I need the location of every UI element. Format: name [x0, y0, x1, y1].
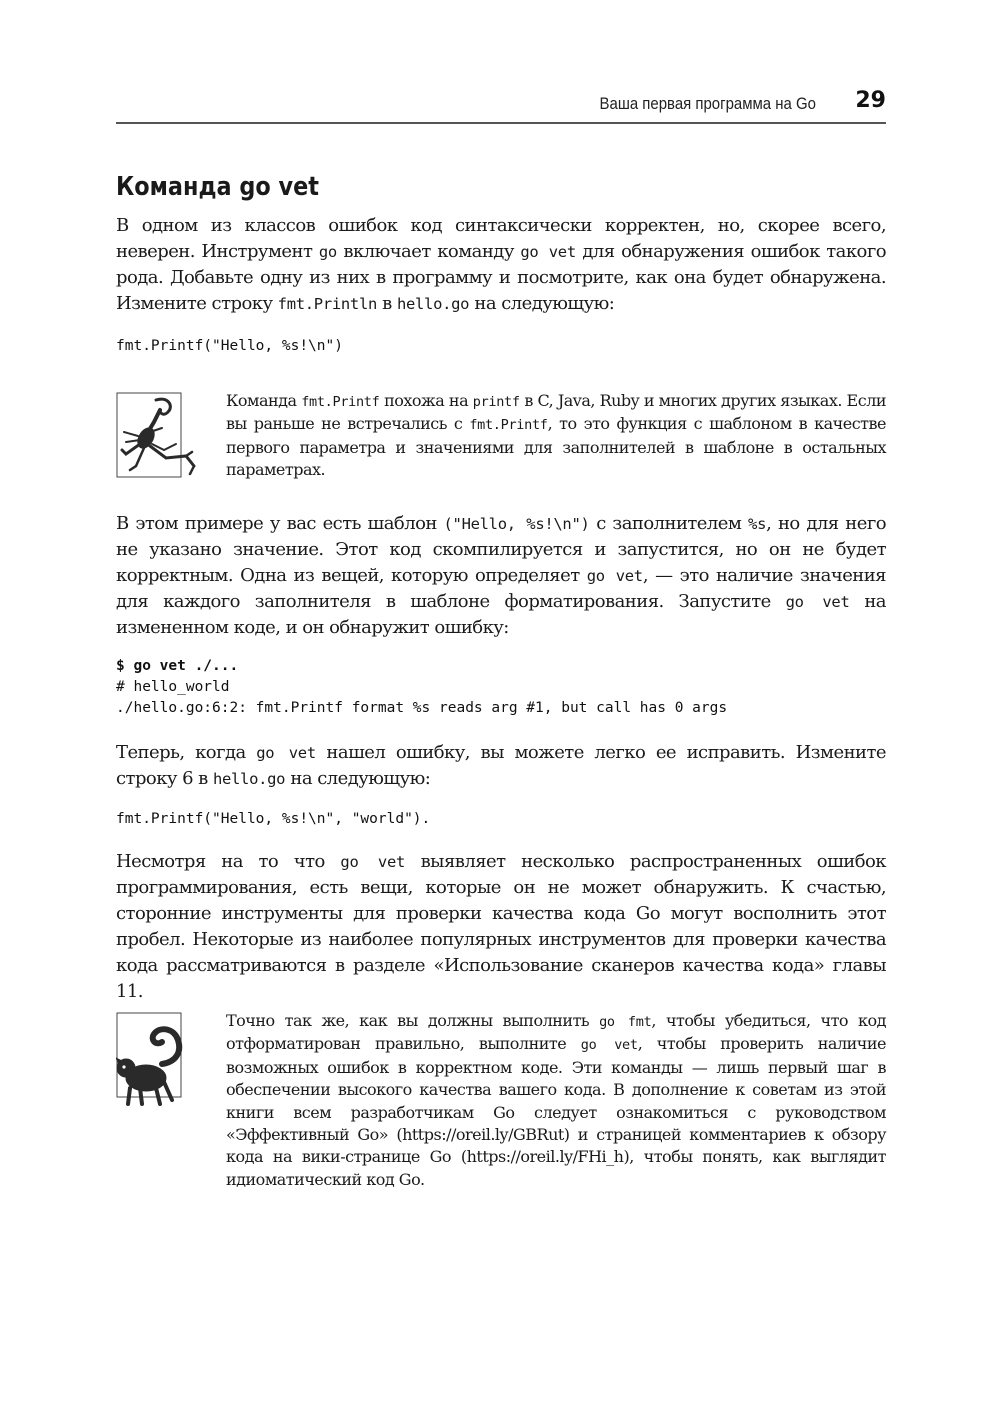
code-line-command: $ go vet ./... — [116, 658, 239, 674]
text-run: , но для него не указано значение. Этот код скомпилируется и запустится, но он не будет корректным. Одна из вещей, которую определяет — [116, 513, 886, 586]
text-run: выявляет несколько распространенных ошибок программирования, есть вещи, которые он не может обнаружить. К счастью, сторонние инструменты для проверки качества кода Go могут восполнить этот пробел. Некоторые из наиболее популярных инструментов для проверки качества кода рассматриваются в разделе «Использование сканеров качества кода» главы 11. — [116, 851, 886, 1002]
inline-code: go fmt — [599, 1014, 652, 1030]
text-run: на следующую: — [469, 293, 615, 314]
inline-code: fmt.Printf — [301, 394, 380, 410]
inline-code: go vet — [256, 744, 316, 762]
text-run: для обнаружения ошибок такого рода. Добавьте одну из них в программу и посмотрите, как она будет обнаружена. Измените строку — [116, 241, 886, 314]
running-title: Ваша первая программа на Go — [599, 94, 816, 113]
inline-code: go vet — [586, 567, 643, 585]
page-number: 29 — [855, 88, 886, 113]
inline-code: fmt.Println — [277, 295, 378, 313]
inline-code: go vet — [785, 593, 850, 611]
inline-code: hello.go — [212, 770, 286, 788]
lemur-icon — [116, 1012, 198, 1100]
paragraph-fix — [116, 740, 886, 792]
text-run: похожа на — [379, 391, 473, 410]
text-run: с заполнителем — [589, 513, 749, 534]
code-line: ./hello.go:6:2: fmt.Printf format %s reads arg #1, but call has 0 args — [116, 700, 728, 716]
text-run: Точно так же, как вы должны выполнить — [226, 1011, 600, 1030]
note-text — [226, 390, 886, 482]
inline-code: go vet — [340, 853, 406, 871]
text-run: в C, Java, Ruby и многих других языках. Если вы раньше не встречались с — [226, 391, 887, 434]
code-block-vet-output — [116, 656, 727, 719]
inline-code: fmt.Printf — [469, 417, 548, 434]
paragraph-third-party — [116, 849, 886, 1005]
text-run: на следующую: — [285, 768, 431, 789]
inline-code: hello.go — [396, 295, 470, 313]
inline-code: go vet — [580, 1037, 638, 1054]
text-run: Несмотря на то что — [116, 851, 341, 872]
text-run: нашел ошибку, вы можете легко ее исправить. Измените строку 6 в — [116, 742, 886, 789]
text-run: Теперь, когда — [116, 742, 257, 763]
paragraph-intro — [116, 213, 886, 317]
paragraph-placeholder — [116, 511, 886, 641]
text-run: включает команду — [336, 241, 521, 262]
text-run: В этом примере у вас есть шаблон — [116, 513, 444, 534]
running-header — [116, 86, 886, 124]
section-title: Команда go vet — [116, 172, 319, 202]
text-run: , чтобы убедиться, что код отформатирован правильно, выполните — [226, 1011, 886, 1054]
code-block-printf-fixed: fmt.Printf("Hello, %s!\n", "world"). — [116, 811, 431, 827]
code-line: # hello_world — [116, 679, 230, 695]
text-run: Команда — [226, 391, 302, 410]
scorpion-icon — [116, 392, 198, 480]
inline-code: %s — [748, 515, 767, 533]
inline-code: ("Hello, %s!\n") — [443, 515, 590, 533]
text-run: , — это наличие значения для каждого заполнителя в шаблоне форматирования. Запустите — [116, 565, 886, 612]
text-run: В одном из классов ошибок код синтаксически корректен, но, скорее всего, неверен. Инструмент — [116, 215, 886, 262]
code-block-printf: fmt.Printf("Hello, %s!\n") — [116, 338, 343, 354]
inline-code: go — [318, 243, 337, 261]
inline-code: go vet — [520, 243, 576, 261]
text-run: в — [377, 293, 397, 314]
note-text — [226, 1010, 886, 1191]
text-run: на измененном коде, и он обнаружит ошибку: — [116, 591, 886, 638]
inline-code: printf — [472, 394, 520, 410]
text-run: , чтобы проверить наличие возможных ошибок в корректном коде. Эти команды — лишь первый шаг в обеспечении высокого качества вашего кода. В дополнение к советам из этой книги всем разработчикам Go следует ознакомиться с руководством «Эффективный Go» (https://oreil.ly/GBRut) и страницей комментариев к обзору кода на вики-странице Go (https://oreil.ly/FHi_h), чтобы понять, как выглядит идиоматический код Go. — [226, 1034, 887, 1189]
text-run: , то это функция с шаблоном в качестве первого параметра и значениями для заполнителей в шаблоне в остальных параметрах. — [226, 414, 886, 480]
